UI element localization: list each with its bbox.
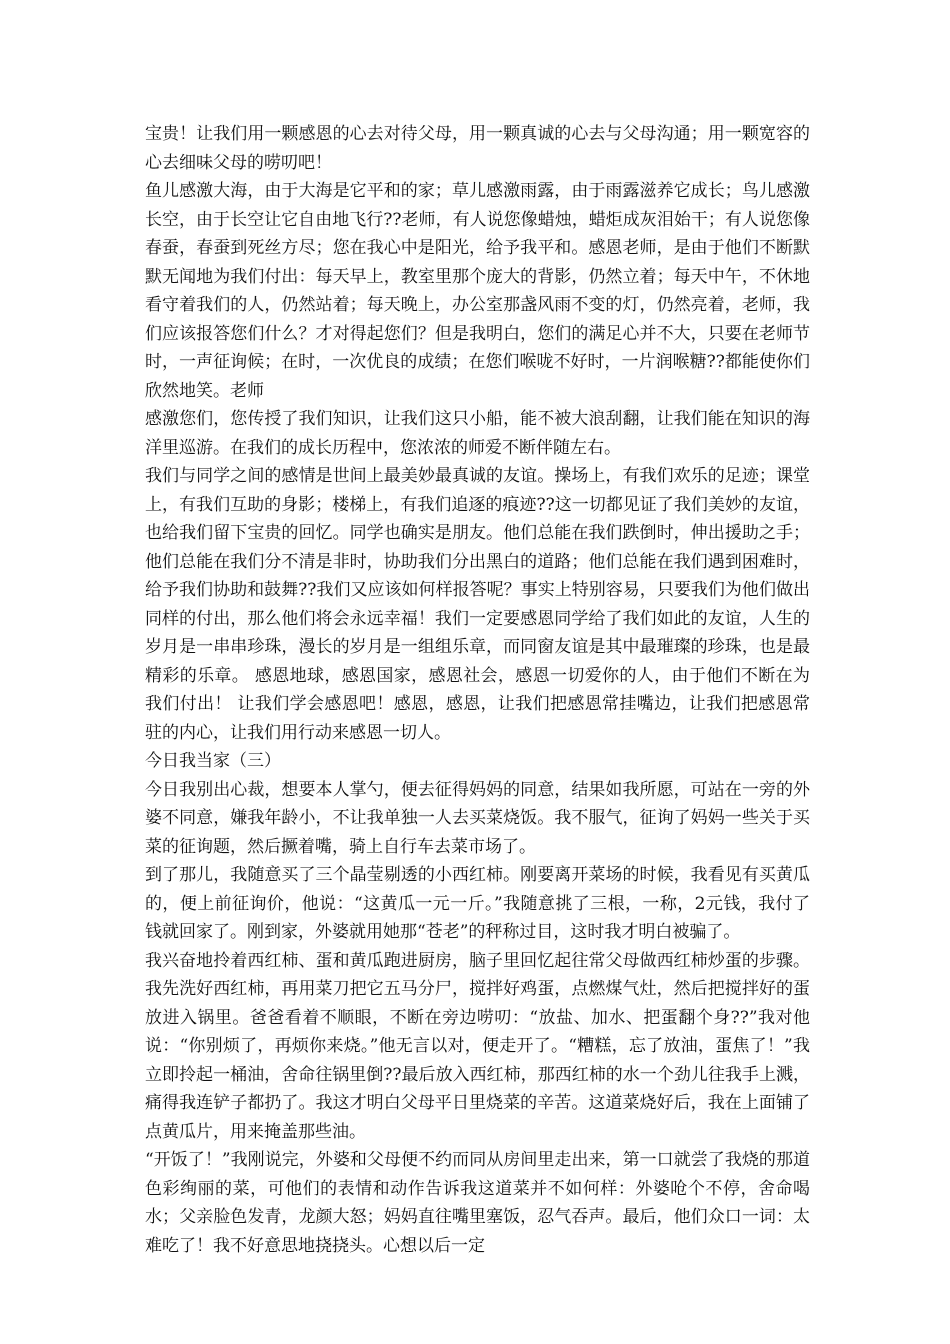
paragraph-decide-to-cook: 今日我别出心裁，想要本人掌勺，便去征得妈妈的同意，结果如我所愿，可站在一旁的外婆不同意，嫌我年龄小，不让我单独一人去买菜烧饭。我不服气，征询了妈妈一些关于买菜的征询题，然后撅着嘴，骑上自行车去菜市场了。: [145, 779, 810, 857]
paragraph-gratitude-teachers: 鱼儿感激大海，由于大海是它平和的家；草儿感激雨露，由于雨露滋养它成长；鸟儿感激长空，由于长空让它自由地飞行??老师，有人说您像蜡烛，蜡炬成灰泪始干；有人说您像春蚕，春蚕到死丝方尽；您在我心中是阳光，给予我平和。感恩老师，是由于他们不断默默无闻地为我们付出：每天早上，教室里那个庞大的背影，仍然立着；每天中午，不休地看守着我们的人，仍然站着；每天晚上，办公室那盏风雨不变的灯，仍然亮着，老师，我们应该报答您们什么？才对得起您们？但是我明白，您们的满足心并不大，只要在老师节时，一声征询候；在时，一次优良的成绩；在您们喉咙不好时，一片润喉糖??都能使你们欣然地笑。老师: [145, 181, 810, 401]
paragraph-thank-teachers: 感激您们，您传授了我们知识，让我们这只小船，能不被大浪刮翻，让我们能在知识的海洋里巡游。在我们的成长历程中，您浓浓的师爱不断伴随左右。: [145, 409, 810, 458]
document-body: [145, 120, 810, 1260]
paragraph-gratitude-parents: 宝贵！让我们用一颗感恩的心去对待父母，用一颗真诚的心去与父母沟通；用一颗宽容的心去细味父母的唠叨吧！: [145, 124, 810, 173]
section-heading: 今日我当家（三）: [145, 751, 281, 771]
paragraph-dinner: “开饭了！”我刚说完，外婆和父母便不约而同从房间里走出来，第一口就尝了我烧的那道色彩绚丽的菜，可他们的表情和动作告诉我这道菜并不如何样：外婆呛个不停，舍命喝水；父亲脸色发青，龙颜大怒；妈妈直往嘴里塞饭，忍气吞声。最后，他们众口一词：太难吃了！我不好意思地挠挠头。心想以后一定: [145, 1150, 810, 1256]
paragraph-market: 到了那儿，我随意买了三个晶莹剔透的小西红柿。刚要离开菜场的时候，我看见有买黄瓜的，便上前征询价，他说：“这黄瓜一元一斤。”我随意挑了三根，一称，2元钱，我付了钱就回家了。刚到家，外婆就用她那“苍老”的秤称过目，这时我才明白被骗了。: [145, 865, 810, 942]
paragraph-classmates-friendship: 我们与同学之间的感情是世间上最美妙最真诚的友谊。操场上，有我们欢乐的足迹；课堂上，有我们互助的身影；楼梯上，有我们追逐的痕迹??这一切都见证了我们美妙的友谊，也给我们留下宝贵的回忆。同学也确实是朋友。他们总能在我们跌倒时，伸出援助之手；他们总能在我们分不清是非时，协助我们分出黑白的道路；他们总能在我们遇到困难时，给予我们协助和鼓舞??我们又应该如何样报答呢？事实上特别容易，只要我们为他们做出同样的付出，那么他们将会永远幸福！我们一定要感恩同学给了我们如此的友谊，人生的岁月是一串串珍珠，漫长的岁月是一组组乐章，而同窗友谊是其中最璀璨的珍珠，也是最精彩的乐章。 感恩地球，感恩国家，感恩社会，感恩一切爱你的人，由于他们不断在为我们付出！ 让我们学会感恩吧！感恩，感恩，让我们把感恩常挂嘴边，让我们把感恩常驻的内心，让我们用行动来感恩一切人。: [145, 466, 810, 743]
paragraph-cooking: 我兴奋地拎着西红柿、蛋和黄瓜跑进厨房，脑子里回忆起往常父母做西红柿炒蛋的步骤。我先洗好西红柿，再用菜刀把它五马分尸，搅拌好鸡蛋，点燃煤气灶，然后把搅拌好的蛋放进入锅里。爸爸看着不顺眼，不断在旁边唠叨：“放盐、加水、把蛋翻个身??”我对他说：“你别烦了，再烦你来烧。”他无言以对，便走开了。“糟糕，忘了放油，蛋焦了！”我立即拎起一桶油，舍命往锅里倒??最后放入西红柿，那西红柿的水一个劲儿往我手上溅，痛得我连铲子都扔了。我这才明白父母平日里烧菜的辛苦。这道菜烧好后，我在上面铺了点黄瓜片，用来掩盖那些油。: [145, 950, 810, 1142]
